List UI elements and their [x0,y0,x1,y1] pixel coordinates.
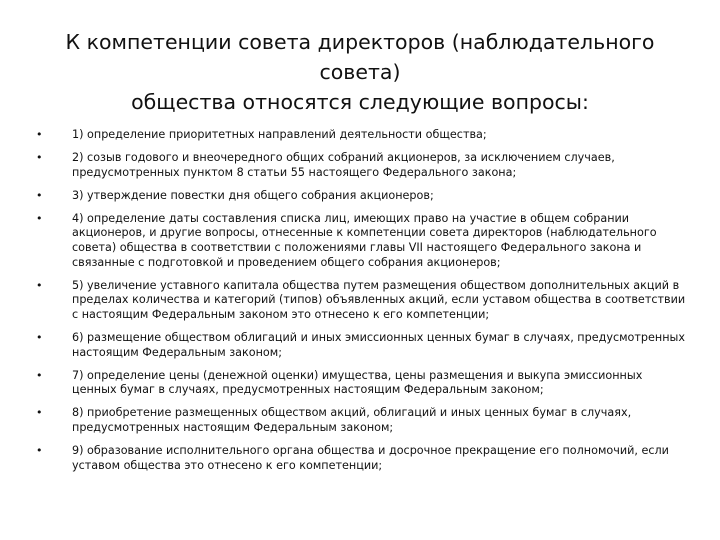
list-item [36,444,686,473]
bullet-icon: • [36,211,43,225]
slide-title-line-1: К компетенции совета директоров (наблюдательного совета) [65,30,655,84]
list-item [36,406,686,435]
bullet-icon: • [36,368,43,382]
list-item-text: 1) определение приоритетных направлений деятельности общества; [72,128,487,141]
bullet-icon: • [36,406,43,420]
slide-title [36,27,684,117]
list-item [36,151,686,180]
bullet-icon: • [36,151,43,165]
bullet-icon: • [36,128,43,141]
list-item [36,128,686,143]
list-item-text: 2) созыв годового и внеочередного общих собраний акционеров, за исключением случаев, предусмотренных пунктом 8 статьи 55 настоящего Федерального закона; [72,151,615,179]
list-item-text: 8) приобретение размещенных обществом акций, облигаций и иных ценных бумаг в случаях, предусмотренных настоящим Федеральным законом; [72,406,632,434]
list-item [36,212,686,270]
list-item [36,189,686,204]
list-item [36,369,686,398]
bullet-icon: • [36,331,43,345]
list-item [36,279,686,323]
list-item-text: 4) определение даты составления списка лиц, имеющих право на участие в общем собрании акционеров, и другие вопросы, отнесенные к компетенции совета директоров (наблюдательного совета) общества в соответствии с положениями главы VII настоящего Федерального закона и связанные с подготовкой и проведением общего собрания акционеров; [72,211,657,269]
list-item-text: 6) размещение обществом облигаций и иных эмиссионных ценных бумаг в случаях, предусмотренных настоящим Федеральным законом; [72,331,685,359]
bullet-icon: • [36,444,43,458]
bullet-icon: • [36,278,43,292]
list-item [36,331,686,360]
list-item-text: 5) увеличение уставного капитала общества путем размещения обществом дополнительных акций в пределах количества и категорий (типов) объявленных акций, если уставом общества в соответствии с настоящим Федеральным законом это отнесено к его компетенции; [72,278,686,321]
list-item-text: 9) образование исполнительного органа общества и досрочное прекращение его полномочий, если уставом общества это отнесено к его компетенции; [72,444,669,472]
competence-list [36,128,686,482]
slide-title-line-2: общества относятся следующие вопросы: [131,90,589,114]
bullet-icon: • [36,188,43,202]
list-item-text: 3) утверждение повестки дня общего собрания акционеров; [72,188,434,202]
list-item-text: 7) определение цены (денежной оценки) имущества, цены размещения и выкупа эмиссионных ценных бумаг в случаях, предусмотренных настоящим Федеральным законом; [72,368,643,397]
